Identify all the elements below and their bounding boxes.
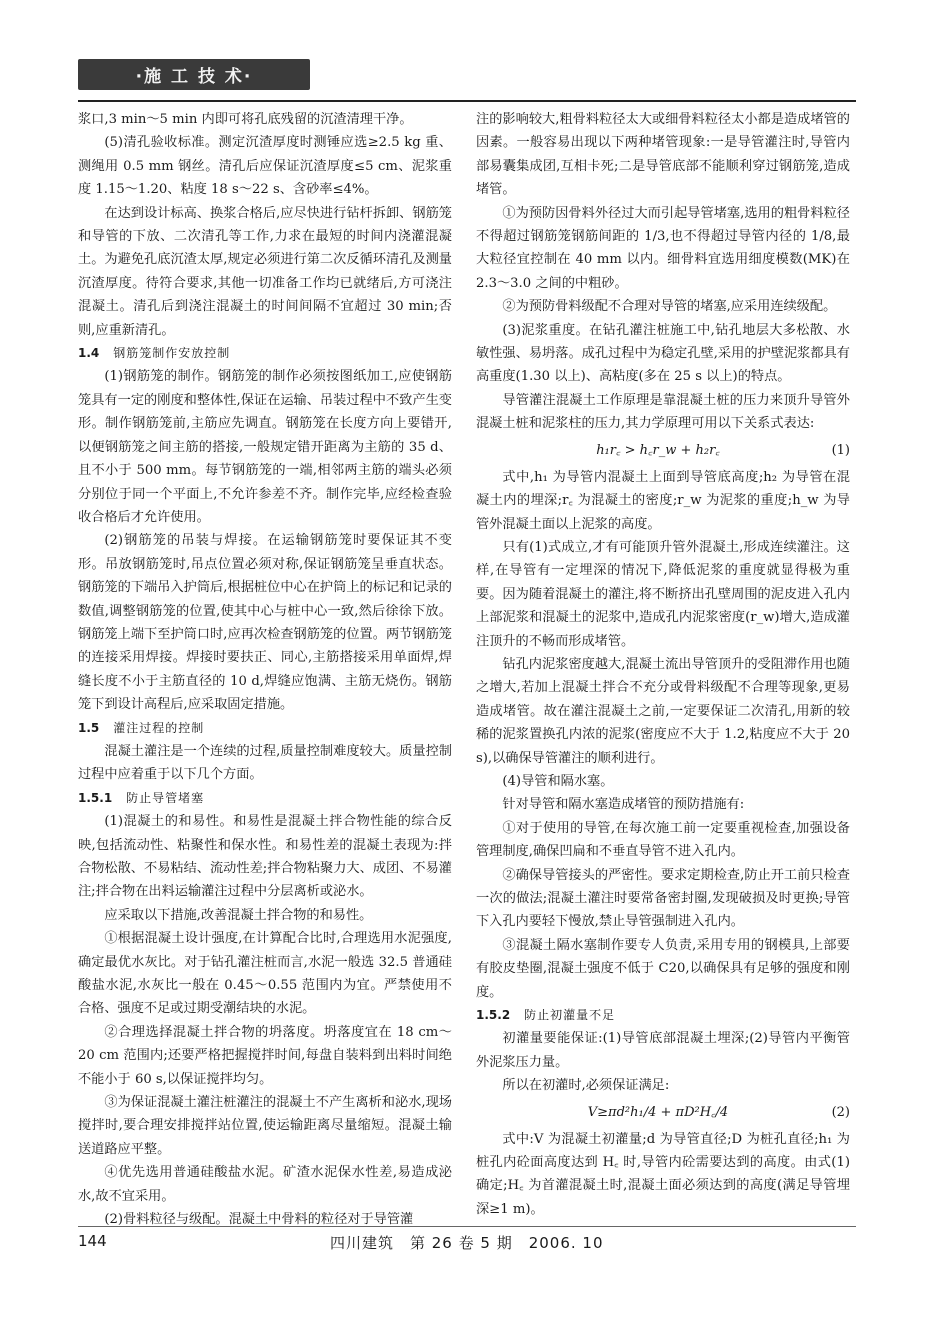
paragraph: 所以在初灌时,必须保证满足: [502,1078,670,1094]
banner-text: ·施 工 技 术· [135,67,253,87]
journal-citation: 四川建筑 第 26 卷 5 期 2006. 10 [330,1234,604,1252]
paragraph: (4)导管和隔水塞。 [502,773,614,789]
section-heading [476,1004,850,1027]
section-heading [78,787,452,810]
paragraph: 只有(1)式成立,才有可能顶升管外混凝土,形成连续灌注。这样,在导管有一定埋深的情况下,降低泥浆的重度就显得极为重要。因为随着混凝土的灌注,将不断挤出孔壁周围的泥皮进入孔内上部泥浆和混凝土的泥浆中,造成孔内泥浆密度(r_w)增大,造成灌注顶升的不畅而形成堵管。 [476,539,850,649]
paragraph: 注的影响较大,粗骨料粒径太大或细骨料粒径太小都是造成堵管的因素。一般容易出现以下两种堵管现象:一是导管灌注时,导管内部易囊集成团,互相卡死;二是导管底部不能顺利穿过钢筋笼,造成堵管。 [476,112,850,198]
header-rule [78,100,856,102]
paragraph: (2)骨料粒径与级配。混凝土中骨料的粒径对于导管灌 [104,1212,414,1228]
section-number: 1.5 [78,720,100,735]
paragraph: ③为保证混凝土灌注桩灌注的混凝土不产生离析和泌水,现场搅拌时,要合理安排搅拌站位置,使运输距离尽量缩短。混凝土输送道路应平整。 [78,1095,452,1157]
paragraph: ③混凝土隔水塞制作要专人负责,采用专用的钢模具,上部要有胶皮垫圈,混凝土强度不低于 C20,以确保具有足够的强度和刚度。 [476,937,850,1000]
left-column [78,108,452,1232]
paragraph: 初灌量要能保证:(1)导管底部混凝土埋深;(2)导管内平衡管外泥浆压力量。 [476,1031,850,1070]
paragraph: 应采取以下措施,改善混凝土拌合物的和易性。 [104,907,373,923]
paragraph: (5)清孔验收标准。测定沉渣厚度时测锤应选≥2.5 kg 重、测绳用 0.5 mm 钢丝。清孔后应保证沉渣厚度≤5 cm、泥浆重度 1.15～1.20、粘度 18 s～22 s、含砂率≤4%。 [78,135,452,198]
paragraph: 针对导管和隔水塞造成堵管的预防措施有: [502,797,745,813]
paragraph: ①为预防因骨料外径过大而引起导管堵塞,选用的粗骨料粒径不得超过钢筋笼钢筋间距的 1/3,也不得超过导管内径的 1/8,最大粒径宜控制在 40 mm 以内。细骨料宜选用细度模数(MK)在 2.3～3.0 之间的中粗砂。 [476,205,850,291]
paragraph: 在达到设计标高、换浆合格后,应尽快进行钻杆拆卸、钢筋笼和导管的下放、二次清孔等工作,力求在最短的时间内浇灌混凝土。为避免孔底沉渣太厚,规定必须进行第二次反循环清孔及测量沉渣厚度。待符合要求,其他一切准备工作均已就绪后,方可浇注混凝土。清孔后到浇注混凝土的时间间隔不宜超过 30 min;否则,应重新清孔。 [78,205,452,338]
paragraph: 钻孔内泥浆密度越大,混凝土流出导管顶升的受阻滞作用也随之增大,若加上混凝土拌合不充分或骨料级配不合理等现象,更易造成堵管。故在灌注混凝土之前,一定要保证二次清孔,用新的较稀的泥浆置换孔内浓的泥浆(密度应不大于 1.2,粘度应不大于 20 s),以确保导管灌注的顺利进行。 [476,656,850,766]
paragraph: ①根据混凝土设计强度,在计算配合比时,合理选用水泥强度,确定最优水灰比。对于钻孔灌注桩而言,水泥一般选 32.5 普通硅酸盐水泥,水灰比一般在 0.45～0.55 范围内为宜。严禁使用不合格、强度不足或过期受潮结块的水泥。 [78,931,452,1017]
section-number: 1.5.2 [476,1008,511,1023]
paragraph: 混凝土灌注是一个连续的过程,质量控制难度较大。质量控制过程中应着重于以下几个方面。 [78,743,452,783]
paragraph: (2)钢筋笼的吊装与焊接。在运输钢筋笼时要保证其不变形。吊放钢筋笼时,吊点位置必须对称,保证钢筋笼呈垂直状态。钢筋笼的下端吊入护筒后,根据桩位中心在护筒上的标记和记录的数值,调整钢筋笼的位置,使其中心与桩中心一致,然后徐徐下放。钢筋笼上端下至护筒口时,应再次检查钢筋笼的位置。两节钢筋笼的连接采用焊接。焊接时要扶正、同心,主筋搭接采用单面焊,焊缝长度不小于主筋直径的 10 d,焊缝应饱满、主筋无烧伤。钢筋笼下到设计高程后,应采取固定措施。 [78,533,452,713]
paragraph: (1)混凝土的和易性。和易性是混凝土拌合物性能的综合反映,包括流动性、粘聚性和保水性。和易性差的混凝土表现为:拌合物松散、不易粘结、流动性差;拌合物粘聚力大、成团、不易灌注;拌合物在出料运输灌注过程中分层离析或泌水。 [78,814,452,900]
paragraph: 式中:V 为混凝土初灌量;d 为导管直径;D 为桩孔直径;h₁ 为桩孔内砼面高度达到 H꜀ 时,导管内砼需要达到的高度。由式(1)确定;H꜀ 为首灌混凝土时,混凝土面必须达到的高度(满足导管埋深≥1 m)。 [476,1131,850,1217]
section-banner [78,59,310,90]
section-title: 防止导管堵塞 [126,790,205,805]
paragraph: (3)泥浆重度。在钻孔灌注桩施工中,钻孔地层大多松散、水敏性强、易坍落。成孔过程中为稳定孔壁,采用的护壁泥浆都具有高重度(1.30 以上)、高粘度(多在 25 s 以上)的特点。 [476,322,850,385]
formula-number: (2) [831,1104,850,1120]
section-heading [78,342,452,365]
paragraph: ②合理选择混凝土拌合物的坍落度。坍落度宜在 18 cm～20 cm 范围内;还要严格把握搅拌时间,每盘自装料到出料时间绝不能小于 60 s,以保证搅拌均匀。 [78,1024,452,1087]
paragraph: (1)钢筋笼的制作。钢筋笼的制作必须按图纸加工,应使钢筋笼具有一定的刚度和整体性,保证在运输、吊装过程中不致产生变形。制作钢筋笼前,主筋应先调直。钢筋笼在长度方向上要错开,以便钢筋笼之间主筋的搭接,一般规定错开距离为主筋的 35 d、且不小于 500 mm。每节钢筋笼的一端,相邻两主筋的端头必须分别位于同一个平面上,不允许参差不齐。制作完毕,应经检查验收合格后才允许使用。 [78,369,452,525]
footer-rule [78,1226,856,1227]
paragraph: ②为预防骨料级配不合理对导管的堵塞,应采用连续级配。 [502,299,837,315]
section-heading [78,717,452,740]
section-title: 灌注过程的控制 [113,720,205,735]
formula-expression: V≥πd²h₁/4 + πD²H꜀/4 [587,1104,729,1120]
section-title: 防止初灌量不足 [524,1008,616,1023]
formula-expression: h₁r꜀ > h꜀r_w + h₂r꜀ [596,442,720,458]
right-column [476,108,850,1221]
paragraph: ④优先选用普通硅酸盐水泥。矿渣水泥保水性差,易造成泌水,故不宜采用。 [78,1165,452,1204]
paragraph: ①对于使用的导管,在每次施工前一定要重视检查,加强设备管理制度,确保凹扁和不垂直导管不进入孔内。 [476,820,850,860]
formula [476,436,850,466]
paragraph: 浆口,3 min～5 min 内即可将孔底残留的沉渣清理干净。 [78,112,413,127]
page-number: 144 [78,1232,107,1250]
formula [476,1098,850,1128]
section-number: 1.4 [78,346,100,361]
paragraph: 导管灌注混凝土工作原理是靠混凝土桩的压力来顶升导管外混凝土桩和泥浆柱的压力,其力学原理可用以下关系式表达: [476,392,850,432]
formula-number: (1) [831,442,850,458]
paragraph: ②确保导管接头的严密性。要求定期检查,防止开工前只检查一次的做法;混凝土灌注时要常备密封圈,发现破损及时更换;导管下入孔内要轻下慢放,禁止导管强制进入孔内。 [476,867,850,930]
paragraph: 式中,h₁ 为导管内混凝土上面到导管底高度;h₂ 为导管在混凝土内的埋深;r꜀ 为混凝土的密度;r_w 为泥浆的重度;h_w 为导管外混凝土面以上泥浆的高度。 [476,469,850,532]
section-title: 钢筋笼制作安放控制 [113,346,231,361]
section-number: 1.5.1 [78,790,113,805]
